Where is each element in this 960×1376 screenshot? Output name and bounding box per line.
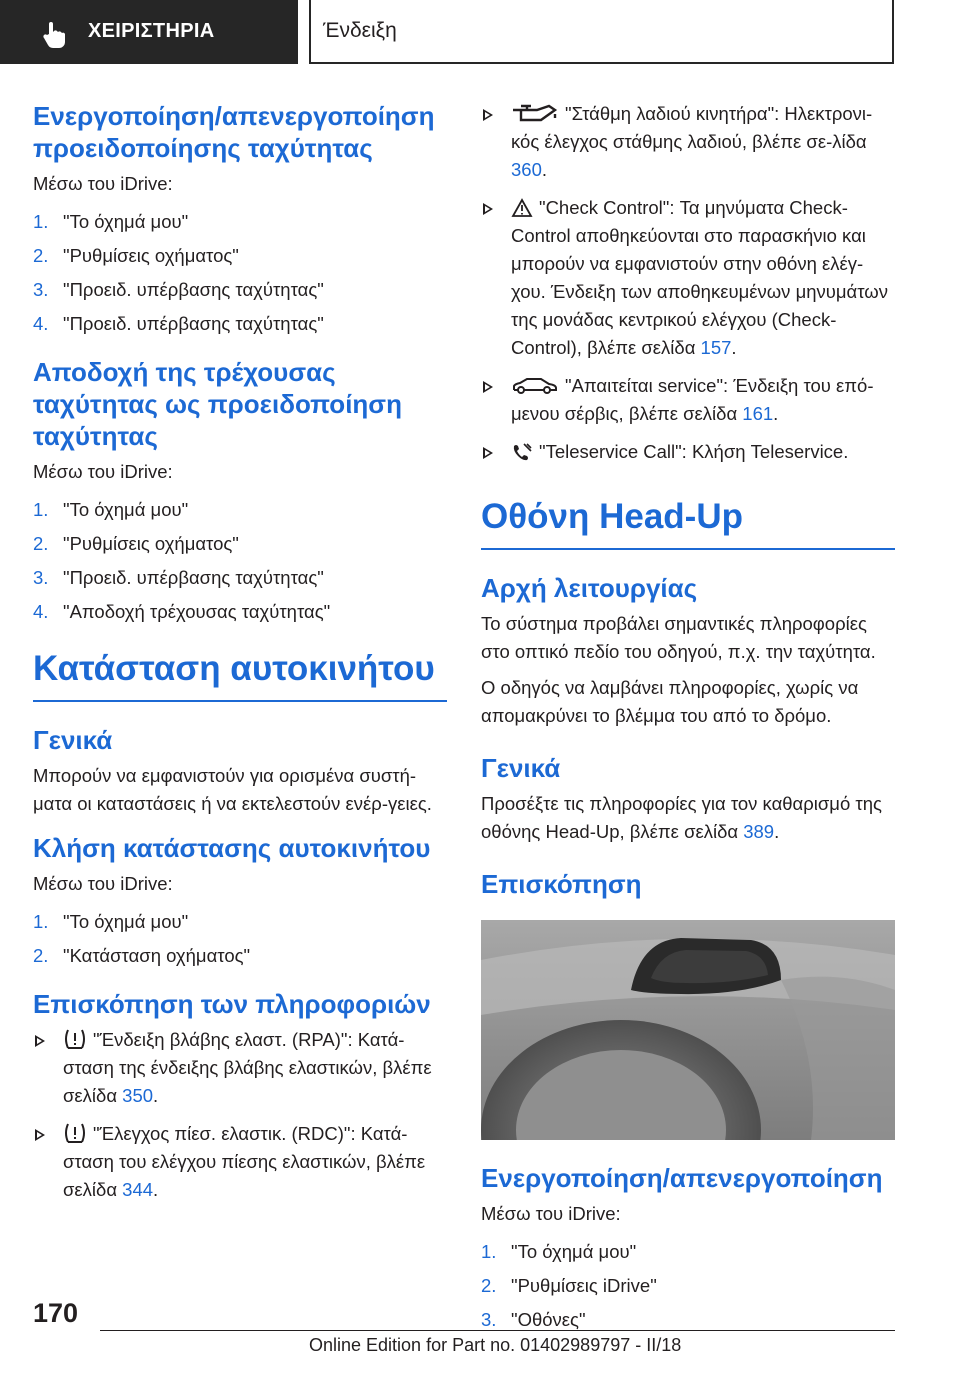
- heading-overview: Επισκόπηση: [481, 869, 642, 899]
- item-suffix: .: [773, 403, 779, 424]
- body-text-suffix: .: [774, 821, 780, 842]
- step-text: "Ρυθμίσεις οχήματος": [63, 245, 239, 266]
- heading-accept-speed: Αποδοχή της τρέχουσας ταχύτητας ως προειδοποίηση ταχύτητας: [33, 357, 402, 451]
- list-item: [33, 908, 447, 936]
- list-item: [481, 194, 895, 362]
- step-number: 4.: [33, 601, 49, 622]
- chapter-vehicle-status: Κατάσταση αυτοκινήτου: [33, 648, 447, 702]
- item-suffix: .: [541, 159, 548, 180]
- item-text: "Check Control": Τα μηνύματα Check-Control αποθηκεύονται στο παρασκήνιο και μπορούν να εμφανιστούν στην οθόνη ελέγ-χου. Ένδειξη των αποθηκευμένων μηνυμάτων της μονάδας κεντρικού ελέγχου (Check-Control), βλέπε σελίδα: [511, 197, 888, 358]
- heading-speed-warning-toggle: Ενεργοποίηση/απενεργοποίηση προειδοποίησης ταχύτητας: [33, 101, 435, 163]
- list-item: [33, 530, 447, 558]
- body-text: Το σύστημα προβάλει σημαντικές πληροφορίες στο οπτικό πεδίο του οδηγού, π.χ. την ταχύτητα.: [481, 613, 876, 662]
- intro-text: Μέσω του iDrive:: [481, 1203, 621, 1224]
- step-text: "Ρυθμίσεις iDrive": [511, 1275, 657, 1296]
- list-item: [33, 564, 447, 592]
- page-link[interactable]: 157: [700, 337, 732, 358]
- section-tab-label: ΧΕΙΡΙΣΤΗΡΙΑ: [88, 20, 215, 42]
- step-text: "Προειδ. υπέρβασης ταχύτητας": [63, 279, 324, 300]
- topic-tab[interactable]: [309, 0, 894, 64]
- step-number: 1.: [33, 911, 49, 932]
- list-item: [481, 100, 895, 184]
- list-item: [33, 1120, 447, 1204]
- item-suffix: .: [731, 337, 737, 358]
- heading-principle: Αρχή λειτουργίας: [481, 573, 698, 603]
- step-text: "Κατάσταση οχήματος": [63, 945, 251, 966]
- step-text: "Το όχημά μου": [63, 211, 189, 232]
- heading-general: Γενικά: [33, 725, 113, 755]
- item-text: "Στάθμη λαδιού κινητήρα": Ηλεκτρονι-κός έλεγχος στάθμης λαδιού, βλέπε σε-λίδα: [511, 103, 873, 152]
- list-item: [33, 942, 447, 970]
- heading-info-overview: Επισκόπηση των πληροφοριών: [33, 989, 431, 1019]
- list-item: [33, 496, 447, 524]
- heading-general: Γενικά: [481, 753, 561, 783]
- dashboard-illustration: [481, 920, 895, 1140]
- step-number: 2.: [33, 245, 49, 266]
- oil-can-icon: [511, 104, 559, 124]
- steps-list: [33, 496, 447, 626]
- item-suffix: .: [153, 1085, 159, 1106]
- head-up-display-photo: [481, 920, 895, 1140]
- step-text: "Το όχημά μου": [511, 1241, 637, 1262]
- step-number: 2.: [33, 533, 49, 554]
- steps-list: [33, 208, 447, 338]
- step-number: 3.: [33, 567, 49, 588]
- section-tab[interactable]: [0, 0, 298, 64]
- step-text: "Το όχημά μου": [63, 499, 189, 520]
- step-text: "Το όχημά μου": [63, 911, 189, 932]
- tire-pressure-icon: [63, 1122, 87, 1144]
- body-text-main: Προσέξτε τις πληροφορίες για τον καθαρισμό της οθόνης Head-Up, βλέπε σελίδα: [481, 793, 882, 842]
- step-number: 1.: [481, 1241, 497, 1262]
- step-number: 3.: [33, 279, 49, 300]
- step-number: 4.: [33, 313, 49, 334]
- step-text: "Προειδ. υπέρβασης ταχύτητας": [63, 567, 324, 588]
- chapter-head-up-display: Οθόνη Head-Up: [481, 496, 895, 550]
- list-item: [481, 1272, 895, 1300]
- list-item: [481, 372, 895, 428]
- phone-wrench-icon: [511, 442, 533, 462]
- step-text: "Ρυθμίσεις οχήματος": [63, 533, 239, 554]
- page-link[interactable]: 389: [743, 821, 775, 842]
- page-link[interactable]: 360: [511, 159, 542, 180]
- edition-text: Online Edition for Part no. 01402989797 - II/18: [309, 1335, 682, 1355]
- topic-tab-label: Ένδειξη: [323, 19, 397, 42]
- item-text: "Ένδειξη βλάβης ελαστ. (RPA)": Κατά-σταση της ένδειξης βλάβης ελαστικών, βλέπε σελίδα: [63, 1029, 432, 1106]
- item-suffix: .: [153, 1179, 159, 1200]
- step-number: 2.: [33, 945, 49, 966]
- steps-list: [33, 908, 447, 970]
- right-column: [481, 100, 895, 1340]
- body-text: Μπορούν να εμφανιστούν για ορισμένα συστή-ματα οι καταστάσεις ή να εκτελεστούν ενέρ-γειες.: [33, 765, 432, 814]
- list-item: [33, 598, 447, 626]
- steps-list: [481, 1238, 895, 1334]
- hand-pointer-icon: [42, 20, 68, 50]
- step-number: 3.: [481, 1309, 497, 1330]
- body-text: [481, 790, 895, 846]
- tire-warning-icon: [63, 1028, 87, 1050]
- intro-text: Μέσω του iDrive:: [33, 173, 173, 194]
- list-item: [481, 1238, 895, 1266]
- item-text: "Έλεγχος πίεσ. ελαστικ. (RDC)": Κατά-σταση του ελέγχου πίεσης ελαστικών, βλέπε σελίδα: [63, 1123, 426, 1200]
- info-list: [33, 1026, 447, 1204]
- warning-triangle-icon: [511, 198, 533, 218]
- list-item: [33, 310, 447, 338]
- status-info-list: [481, 100, 895, 466]
- intro-text: Μέσω του iDrive:: [33, 873, 173, 894]
- list-item: [33, 208, 447, 236]
- step-text: "Οθόνες": [511, 1309, 586, 1330]
- step-text: "Προειδ. υπέρβασης ταχύτητας": [63, 313, 324, 334]
- service-car-icon: [511, 376, 559, 396]
- page-link[interactable]: 350: [122, 1085, 154, 1106]
- page-number: 170: [33, 1298, 79, 1328]
- list-item: [481, 438, 895, 466]
- heading-enable-disable: Ενεργοποίηση/απενεργοποίηση: [481, 1163, 883, 1193]
- list-item: [33, 1026, 447, 1110]
- list-item: [33, 242, 447, 270]
- step-number: 1.: [33, 211, 49, 232]
- step-number: 2.: [481, 1275, 497, 1296]
- step-text: "Αποδοχή τρέχουσας ταχύτητας": [63, 601, 331, 622]
- item-text: "Teleservice Call": Κλήση Teleservice.: [539, 441, 849, 462]
- page-link[interactable]: 344: [122, 1179, 154, 1200]
- page-link[interactable]: 161: [742, 403, 774, 424]
- heading-call-vehicle-status: Κλήση κατάστασης αυτοκινήτου: [33, 833, 431, 863]
- intro-text: Μέσω του iDrive:: [33, 461, 173, 482]
- footer-divider: [100, 1330, 895, 1331]
- left-column: [33, 100, 447, 1214]
- step-number: 1.: [33, 499, 49, 520]
- body-text: Ο οδηγός να λαμβάνει πληροφορίες, χωρίς να απομακρύνει το βλέμμα του από το δρόμο.: [481, 677, 859, 726]
- item-text: "Απαιτείται service": Ένδειξη του επό-μενου σέρβις, βλέπε σελίδα: [511, 375, 874, 424]
- list-item: [33, 276, 447, 304]
